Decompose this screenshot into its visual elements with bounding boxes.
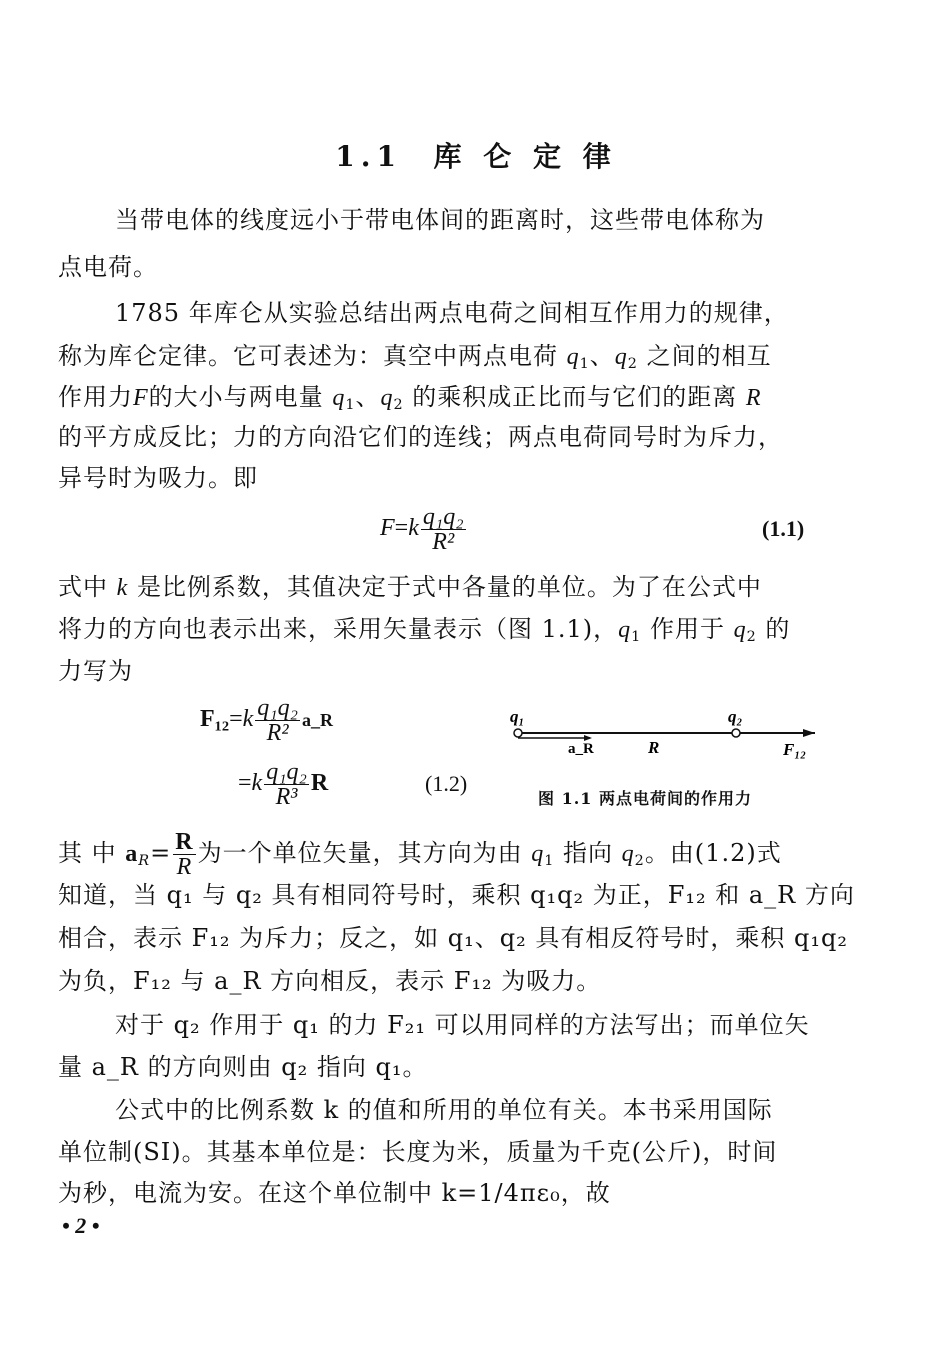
- fig-R-label: R: [648, 738, 660, 757]
- fig-q1-label: q₁: [510, 707, 525, 726]
- para2-line3: 作用力F的大小与两电量 $q_1$、$q_2$ 的乘积成正比而与它们的距离 R: [58, 383, 762, 413]
- para2-line2: 称为库仑定律。它可表述为：真空中两点电荷 $q_1$、$q_2$ 之间的相互: [58, 342, 772, 372]
- para4-line3: 相合，表示 F₁₂ 为斥力；反之，如 q₁、q₂ 具有相反符号时，乘积 q₁q₂: [58, 924, 848, 952]
- section-name: 库 仑 定 律: [433, 140, 617, 173]
- para6-line1: 公式中的比例系数 k 的值和所用的单位有关。本书采用国际: [115, 1096, 773, 1124]
- section-title: [0, 135, 952, 175]
- para3-line2: 将力的方向也表示出来，采用矢量表示（图 1.1)，$q_1$ 作用于 $q_2$ 的: [58, 615, 791, 645]
- para4-line1: 其 中 $a_R=$ $\frac{R}{R}$ 为一个单位矢量，其方向为由 $q_1$ 指向 $q_2$。由(1.2)式: [58, 829, 782, 880]
- para2-line5: 异号时为吸力。即: [58, 464, 258, 492]
- section-number: 1.1: [335, 140, 402, 173]
- figure-1-1-caption: 图 1.1 两点电荷间的作用力: [538, 789, 752, 808]
- equation-1-2-number: (1.2): [425, 771, 468, 796]
- force-arrowhead: [803, 729, 815, 737]
- para1-line1: 当带电体的线度远小于带电体间的距离时，这些带电体称为: [115, 206, 765, 234]
- para5-line2: 量 a_R 的方向则由 q₂ 指向 q₁。: [58, 1053, 428, 1081]
- para3-line3: 力写为: [58, 657, 133, 685]
- para3-line1: 式中 k 是比例系数，其值决定于式中各量的单位。为了在公式中: [58, 573, 762, 601]
- page-number: • 2 •: [62, 1213, 100, 1238]
- charge-q1-point: [514, 729, 522, 737]
- para2-line4: 的平方成反比；力的方向沿它们的连线；两点电荷同号时为斥力，: [58, 423, 783, 451]
- para4-line2: 知道，当 q₁ 与 q₂ 具有相同符号时，乘积 q₁q₂ 为正，F₁₂ 和 a_R 方向: [58, 881, 855, 909]
- equation-1-1: F=k $\frac{\text{q₁q₂}}{\text{R²}}$: [380, 504, 464, 555]
- fig-q2-label: q₂: [728, 707, 743, 726]
- fig-F12-label: F₁₂: [783, 740, 807, 759]
- para5-line1: 对于 q₂ 作用于 q₁ 的力 F₂₁ 可以用同样的方法写出；而单位矢: [115, 1011, 810, 1039]
- para6-line3: 为秒，电流为安。在这个单位制中 k=1/4πε₀，故: [58, 1179, 611, 1207]
- para1-line2: 点电荷。: [58, 253, 158, 281]
- equation-1-2-first: F₁₂=k $\frac{\text{q₁q₂}}{\text{R²}}$ a_R: [200, 695, 333, 746]
- para2-line1: 1785 年库仑从实验总结出两点电荷之间相互作用力的规律，: [115, 299, 789, 327]
- figure-1-1-diagram: [500, 705, 830, 765]
- equation-1-1-number: (1.1): [762, 516, 805, 541]
- equation-1-2-second: =k $\frac{\text{q₁q₂}}{\text{R³}}$ R: [238, 759, 329, 810]
- fig-aR-label: a_R: [568, 741, 594, 757]
- charge-q2-point: [732, 729, 740, 737]
- para6-line2: 单位制(SI)。其基本单位是：长度为米，质量为千克(公斤)，时间: [58, 1138, 778, 1166]
- para4-line4: 为负，F₁₂ 与 a_R 方向相反，表示 F₁₂ 为吸力。: [58, 967, 602, 995]
